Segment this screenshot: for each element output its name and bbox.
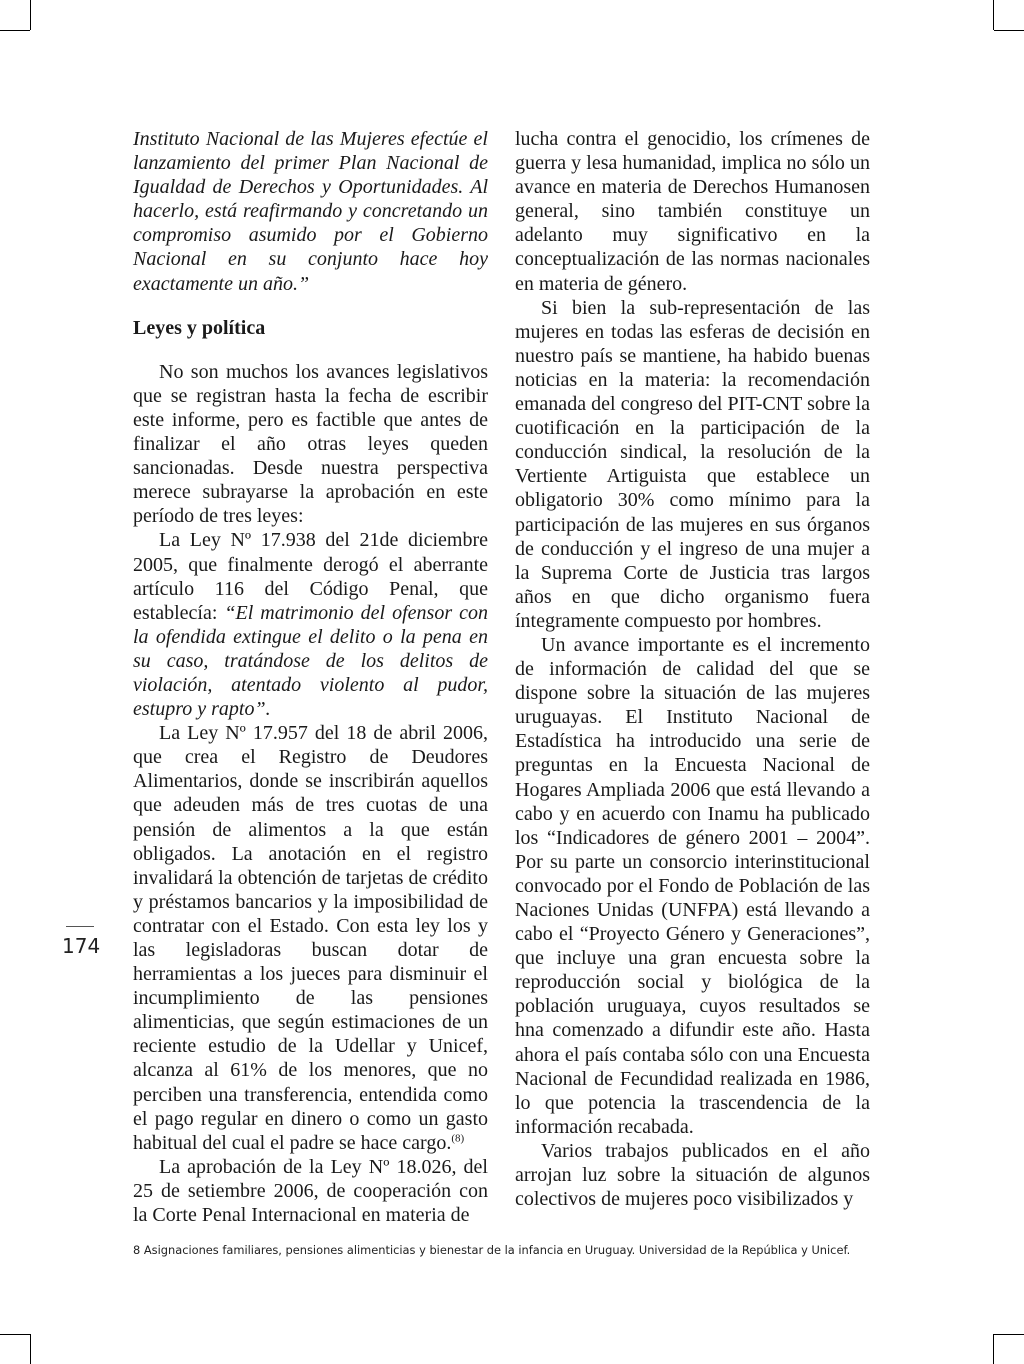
quote-intro: Instituto Nacional de las Mujeres efectúe el lanzamiento del primer Plan Nacional de Igualdad de Derechos y Oportunidades. Al hacerlo, está reafirmando y concretando un compromiso asumido por el Gobierno Nacional en su conjunto hace hoy exactamente un año.”	[133, 128, 488, 295]
paragraph: No son muchos los avances legislativos que se registran hasta la fecha de escribir este informe, pero es factible que antes de finalizar el año otras leyes queden sancionadas. Desde nuestra perspectiva merece subrayarse la aprobación en este período de tres leyes:	[133, 360, 488, 528]
paragraph-law-18026: La aprobación de la Ley Nº 18.026, del 25 de setiembre 2006, de cooperación con la Corte Penal Internacional en materia de	[133, 1155, 488, 1227]
crop-mark-top-right-h	[994, 30, 1024, 31]
paragraph: Si bien la sub-representación de las mujeres en todas las esferas de decisión en nuestro país se mantiene, ha habido buenas noticias en la materia: la recomendación emanada del congreso del PIT-CNT sobre la cuotificación en la participación de la conducción sindical, la resolución de la Vertiente Artiguista que establece un obligatorio 30% como mínimo para la participación de las mujeres en sus órganos de conducción y el ingreso de una mujer a la Suprema Corte de Justicia tras largos años en que dicho organismo fuera íntegramente compuesto por hombres.	[515, 296, 870, 632]
crop-mark-bottom-right-h	[994, 1334, 1024, 1335]
right-column	[515, 127, 870, 1211]
section-heading: Leyes y política	[133, 316, 266, 339]
law-quote: “El matrimonio del ofensor con la ofendida extingue el delito o la pena en su caso, tratándose de los delitos de violación, atentado violento al pudor, estupro y rapto”.	[133, 601, 488, 721]
footnote-reference: (8)	[451, 1132, 465, 1145]
page-number: 174	[62, 934, 101, 958]
paragraph-lead: La Ley Nº 17.938 del 21de diciembre 2005, que finalmente derogó el aberrante artículo 116 del Código Penal, que establecía:	[133, 529, 488, 624]
footnote: 8 Asignaciones familiares, pensiones alimenticias y bienestar de la infancia en Uruguay. Universidad de la República y Unicef.	[133, 1243, 851, 1257]
page-number-rule	[66, 926, 94, 927]
crop-mark-top-left	[30, 0, 31, 30]
paragraph-continued: lucha contra el genocidio, los crímenes de guerra y lesa humanidad, implica no sólo un avance en materia de Derechos Humanosen general, sino también constituye un adelanto muy significativo en la conceptualización de las normas nacionales en materia de género.	[515, 128, 870, 295]
left-column	[133, 127, 488, 1227]
paragraph: Un avance importante es el incremento de información de calidad del que se dispone sobre la situación de las mujeres uruguayas. El Instituto Nacional de Estadística ha introducido una serie de preguntas en la Encuesta Nacional de Hogares Ampliada 2006 que está llevando a cabo y en acuerdo con Inamu ha publicado los “Indicadores de género 2001 – 2004”. Por su parte un consorcio interinstitucional convocado por el Fondo de Población de las Naciones Unidas (UNFPA) está llevando a cabo el “Proyecto Género y Generaciones”, que incluye una gran encuesta sobre la reproducción social y biológica de la población uruguaya, cuyos resultados se hna comenzado a difundir este año. Hasta ahora el país contaba sólo con una Encuesta Nacional de Fecundidad realizada en 1986, lo que potencia la trascendencia de la información recabada.	[515, 633, 870, 1138]
crop-mark-top-left-h	[0, 30, 30, 31]
paragraph: Varios trabajos publicados en el año arrojan luz sobre la situación de algunos colectivos de mujeres poco visibilizados y	[515, 1139, 870, 1211]
crop-mark-bottom-left	[30, 1334, 31, 1364]
paragraph-text: La Ley Nº 17.957 del 18 de abril 2006, que crea el Registro de Deudores Alimentarios, donde se inscribirán aquellos que adeuden más de tres cuotas de una pensión de alimentos a la que están obligados. La anotación en el registro invalidará la obtención de tarjetas de crédito y préstamos bancarios y la imposibilidad de contratar con el Estado. Con esta ley los y las legisladoras buscan dotar de herramientas a los jueces para disminuir el incumplimiento de las pensiones alimenticias, que según estimaciones de un reciente estudio de la Udellar y Unicef, alcanza al 61% de los menores, que no perciben una transferencia, entendida como el pago regular en dinero o como un gasto habitual del cual el padre se hace cargo.	[133, 722, 488, 1154]
crop-mark-top-right	[993, 0, 994, 30]
crop-mark-bottom-left-h	[0, 1334, 30, 1335]
paragraph-law-17938	[133, 528, 488, 721]
crop-mark-bottom-right	[993, 1334, 994, 1364]
paragraph-law-17957	[133, 721, 488, 1155]
